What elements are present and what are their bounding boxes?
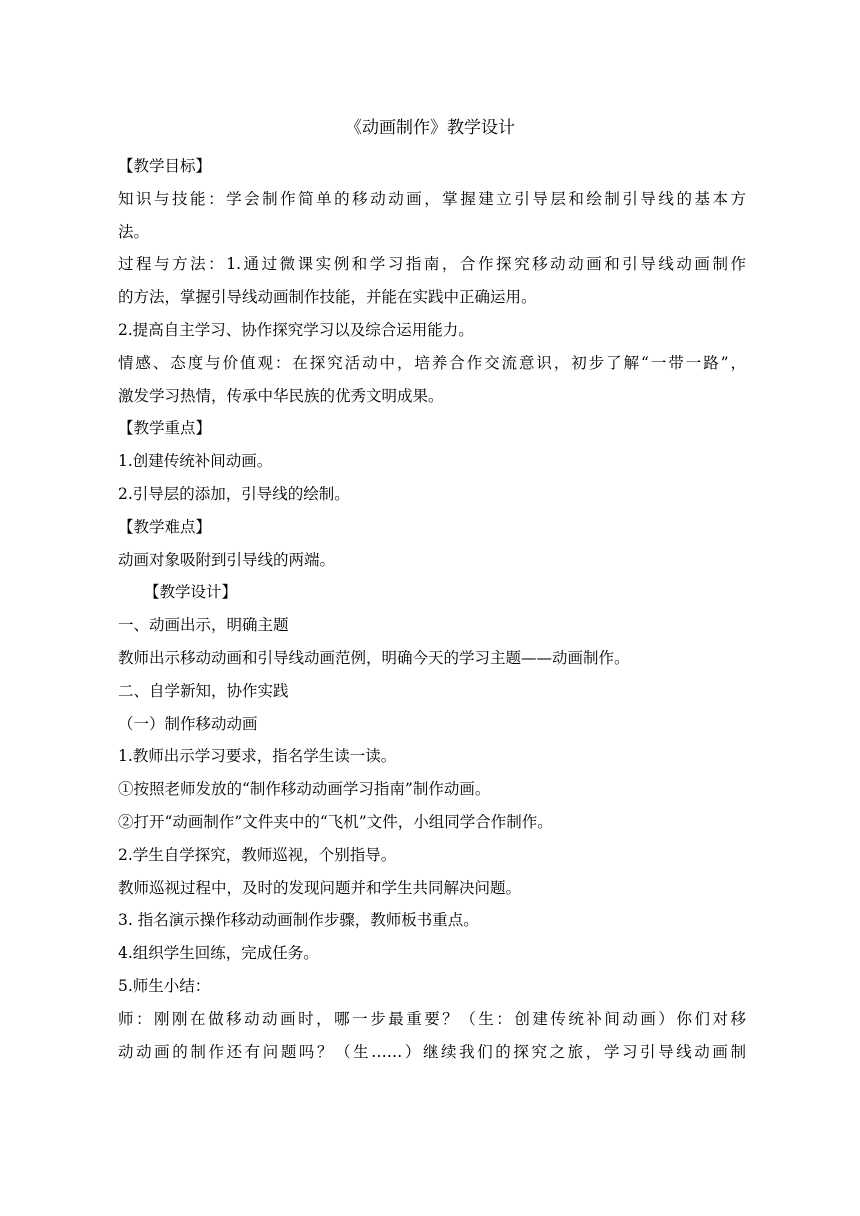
paragraph-line: 【教学设计】 [144,583,238,602]
paragraph-line: 2.学生自学探究，教师巡视，个别指导。 [118,845,397,864]
paragraph-line: 2.提高自主学习、协作探究学习以及综合运用能力。 [118,320,474,339]
paragraph-line: 法。 [118,222,150,241]
paragraph-line: 一、动画出示，明确主题 [118,616,289,635]
paragraph-line: 5.师生小结： [118,976,211,995]
paragraph-line: 【教学目标】 [118,157,212,175]
paragraph-line: ②打开“动画制作”文件夹中的“飞机”文件，小组同学合作制作。 [118,812,553,831]
paragraph-line: 教师出示移动动画和引导线动画范例，明确今天的学习主题——动画制作。 [118,648,630,667]
document-body [118,150,746,1068]
paragraph-line: 师：刚刚在做移动动画时，哪一步最重要？（生：创建传统补间动画）你们对移 [118,1009,746,1028]
paragraph-line: 动动画的制作还有问题吗？（生……）继续我们的探究之旅，学习引导线动画制 [118,1042,746,1061]
paragraph-line: 激发学习热情，传承中华民族的优秀文明成果。 [118,386,444,405]
paragraph-line: （一）制作移动动画 [118,714,258,733]
paragraph-line: 1.教师出示学习要求，指名学生读一读。 [118,747,397,766]
document-title: 《动画制作》教学设计 [345,118,515,138]
paragraph-line: 知识与技能：学会制作简单的移动动画，掌握建立引导层和绘制引导线的基本方 [118,189,746,208]
paragraph-line: 动画对象吸附到引导线的两端。 [118,550,336,569]
paragraph-line: 2.引导层的添加，引导线的绘制。 [118,484,350,503]
paragraph-line: 教师巡视过程中，及时的发现问题并和学生共同解决问题。 [118,878,522,897]
paragraph-line: 二、自学新知，协作实践 [118,681,289,700]
paragraph-line: 1.创建传统补间动画。 [118,452,273,471]
paragraph-line: 【教学重点】 [118,419,212,438]
paragraph-line: ①按照老师发放的“制作移动动画学习指南”制作动画。 [118,780,491,799]
paragraph-line: 4.组织学生回练，完成任务。 [118,944,319,963]
paragraph-line: 的方法，掌握引导线动画制作技能，并能在实践中正确运用。 [118,288,537,307]
paragraph-line: 【教学难点】 [118,517,212,536]
paragraph-line: 情感、态度与价值观：在探究活动中，培养合作交流意识，初步了解“一带一路”， [118,353,746,372]
paragraph-line: 过程与方法：1.通过微课实例和学习指南，合作探究移动动画和引导线动画制作 [118,255,746,274]
paragraph-line: 3. 指名演示操作移动动画制作步骤，教师板书重点。 [118,911,479,930]
